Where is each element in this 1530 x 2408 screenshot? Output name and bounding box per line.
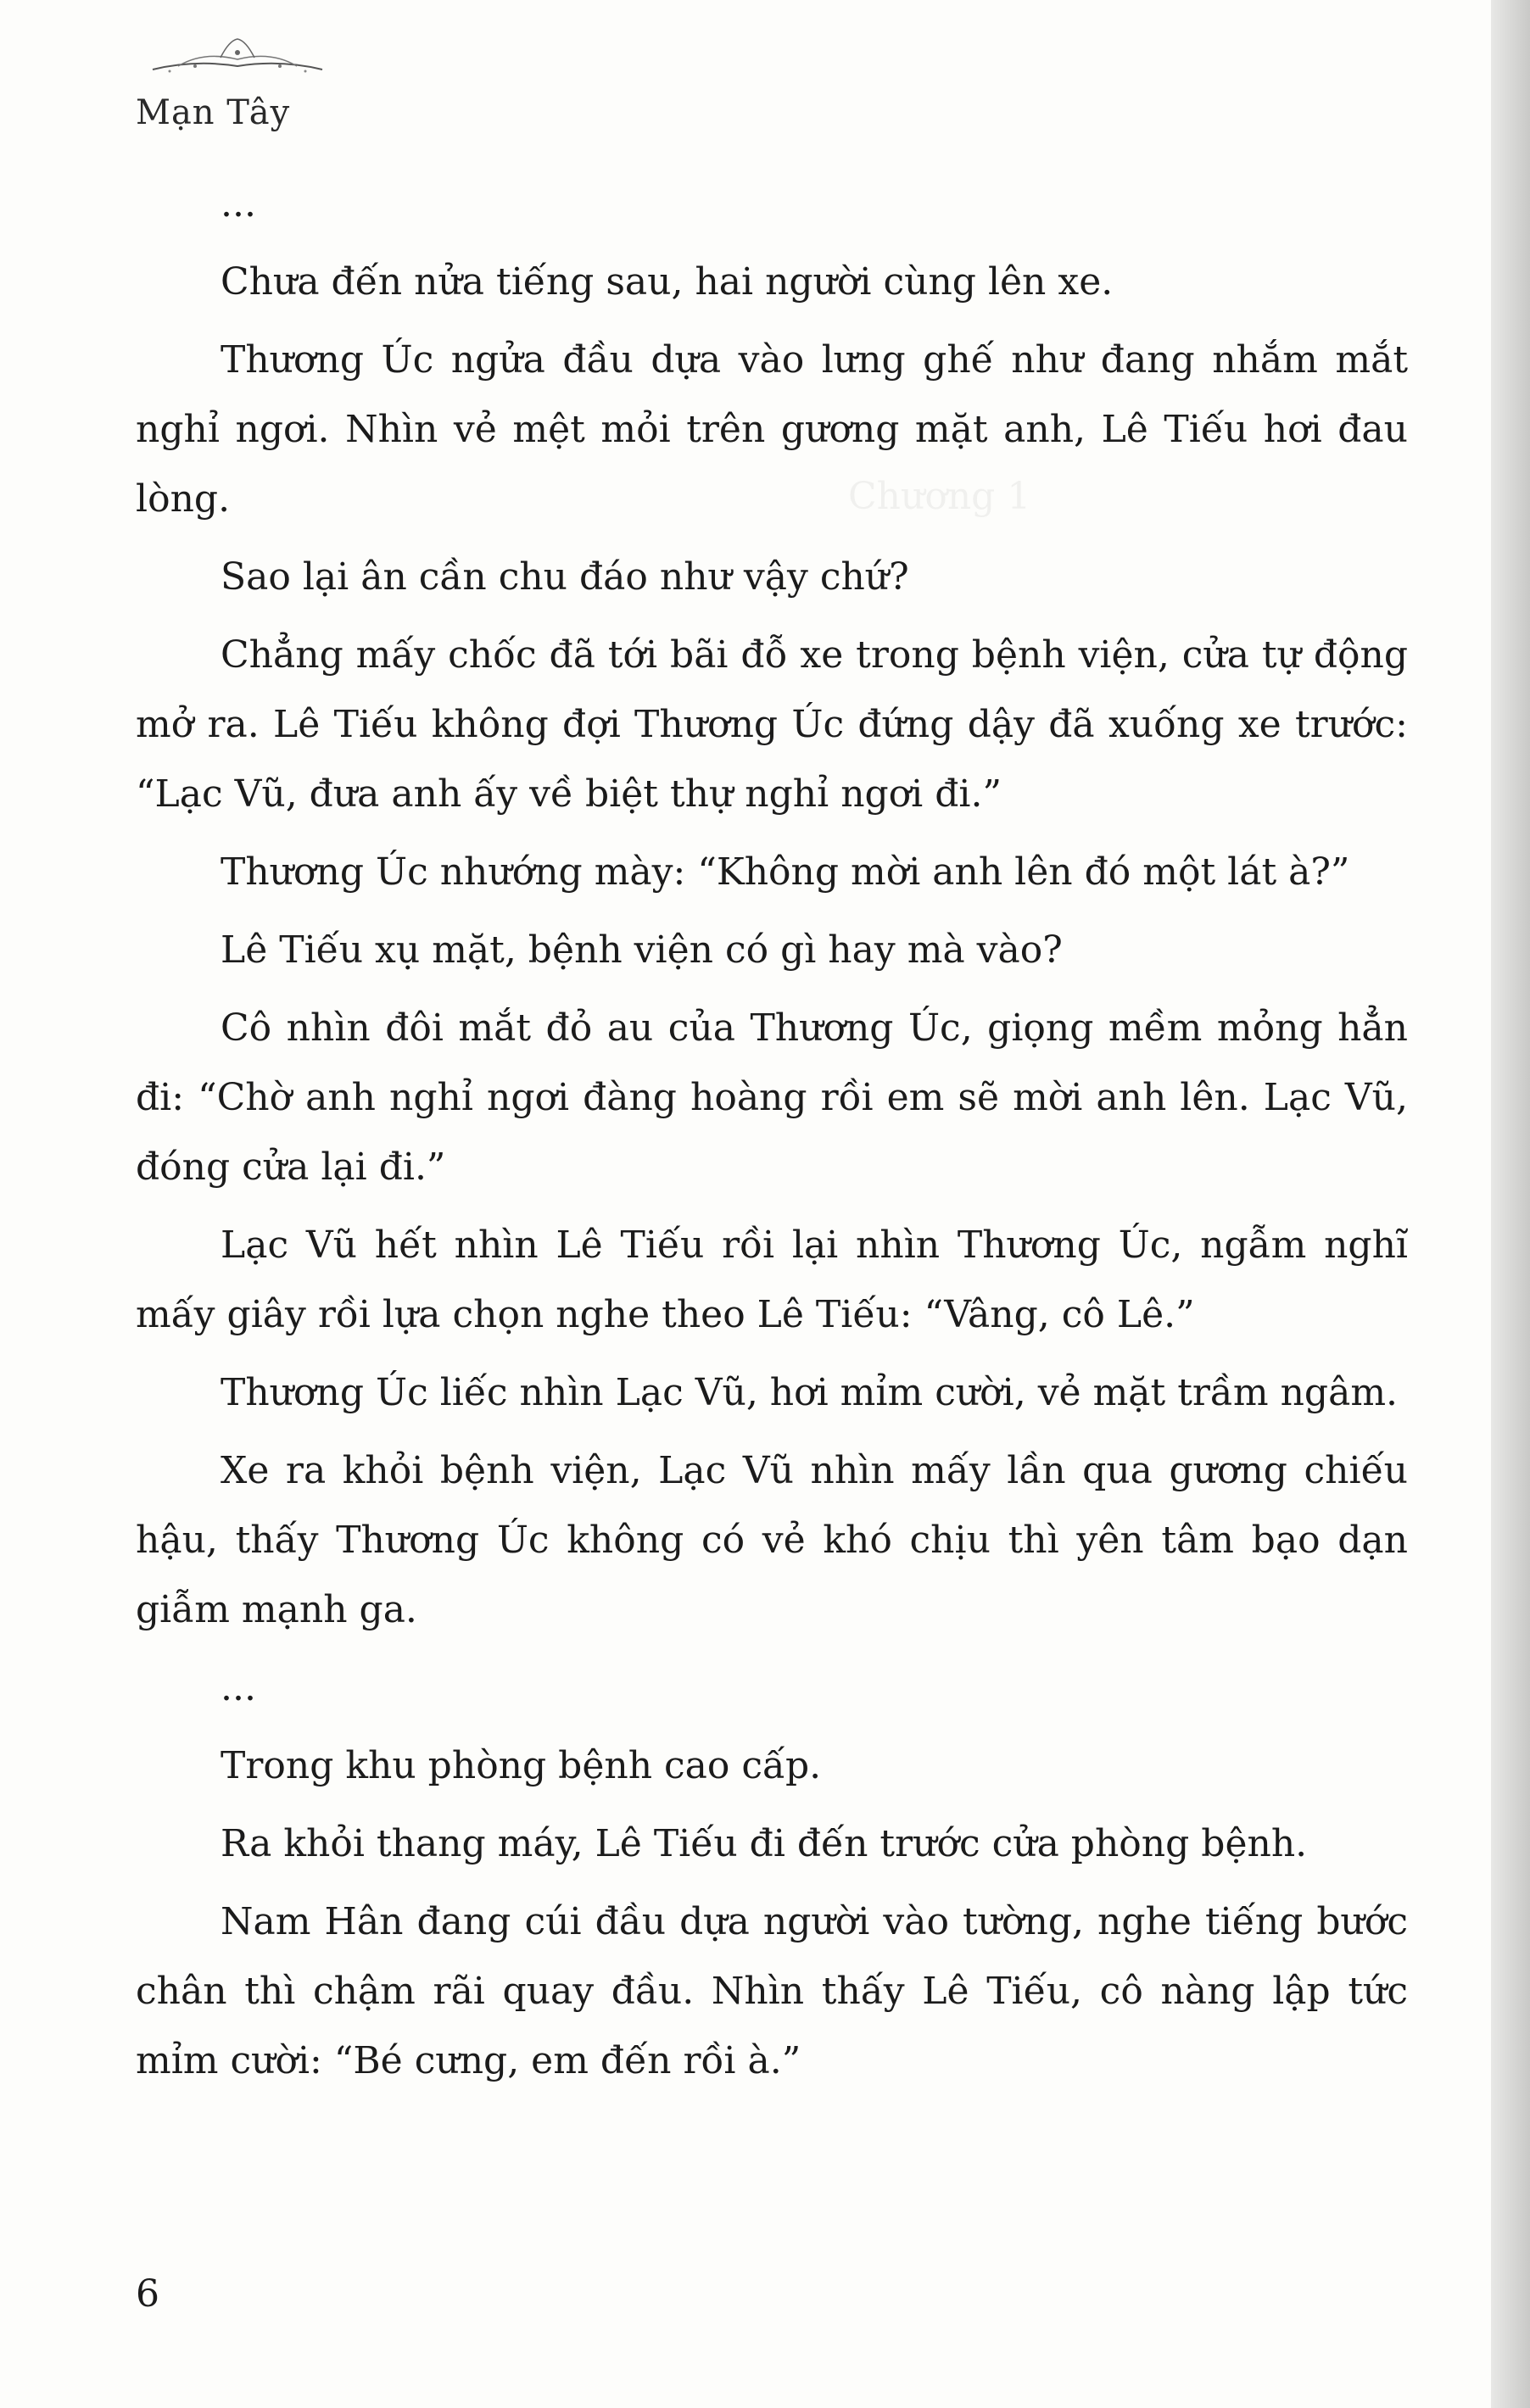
paragraph: Ra khỏi thang máy, Lê Tiếu đi đến trước cửa phòng bệnh.	[221, 1822, 1308, 1865]
paragraph: Thương Úc liếc nhìn Lạc Vũ, hơi mỉm cười, vẻ mặt trầm ngâm.	[221, 1371, 1399, 1414]
paragraph: Nam Hân đang cúi đầu dựa người vào tường, nghe tiếng bước chân thì chậm rãi quay đầu. Nhìn thấy Lê Tiếu, cô nàng lập tức mỉm cười: “Bé cưng, em đến rồi à.”	[136, 1900, 1408, 2082]
bleed-through-text: Chương 1	[848, 475, 1031, 518]
paragraph: Thương Úc ngửa đầu dựa vào lưng ghế như đang nhắm mắt nghỉ ngơi. Nhìn vẻ mệt mỏi trên gương mặt anh, Lê Tiếu hơi đau lòng.	[136, 338, 1408, 521]
running-header	[136, 34, 356, 161]
paragraph: Trong khu phòng bệnh cao cấp.	[221, 1744, 822, 1787]
book-title: Mạn Tây	[136, 93, 291, 132]
paragraph: ...	[221, 182, 256, 226]
decorative-ornament-icon	[144, 34, 331, 85]
paragraph: Thương Úc nhướng mày: “Không mời anh lên đó một lát à?”	[221, 850, 1350, 894]
page-number: 6	[136, 2272, 159, 2316]
paragraph: Lê Tiếu xụ mặt, bệnh viện có gì hay mà vào?	[221, 928, 1063, 972]
page-edge-shadow	[1491, 0, 1530, 2408]
paragraph: Xe ra khỏi bệnh viện, Lạc Vũ nhìn mấy lần qua gương chiếu hậu, thấy Thương Úc không có vẻ khó chịu thì yên tâm bạo dạn giẫm mạnh ga.	[136, 1449, 1408, 1631]
paragraph: Chẳng mấy chốc đã tới bãi đỗ xe trong bệnh viện, cửa tự động mở ra. Lê Tiếu không đợi Thương Úc đứng dậy đã xuống xe trước: “Lạc Vũ, đưa anh ấy về biệt thự nghỉ ngơi đi.”	[136, 633, 1408, 816]
paragraph: ...	[221, 1666, 256, 1709]
paragraph: Cô nhìn đôi mắt đỏ au của Thương Úc, giọng mềm mỏng hẳn đi: “Chờ anh nghỉ ngơi đàng hoàng rồi em sẽ mời anh lên. Lạc Vũ, đóng cửa lại đi.”	[136, 1006, 1408, 1189]
body-text	[136, 170, 1408, 2104]
paragraph: Chưa đến nửa tiếng sau, hai người cùng lên xe.	[221, 260, 1114, 304]
paragraph: Sao lại ân cần chu đáo như vậy chứ?	[221, 555, 909, 599]
paragraph: Lạc Vũ hết nhìn Lê Tiếu rồi lại nhìn Thương Úc, ngẫm nghĩ mấy giây rồi lựa chọn nghe theo Lê Tiếu: “Vâng, cô Lê.”	[136, 1224, 1408, 1336]
